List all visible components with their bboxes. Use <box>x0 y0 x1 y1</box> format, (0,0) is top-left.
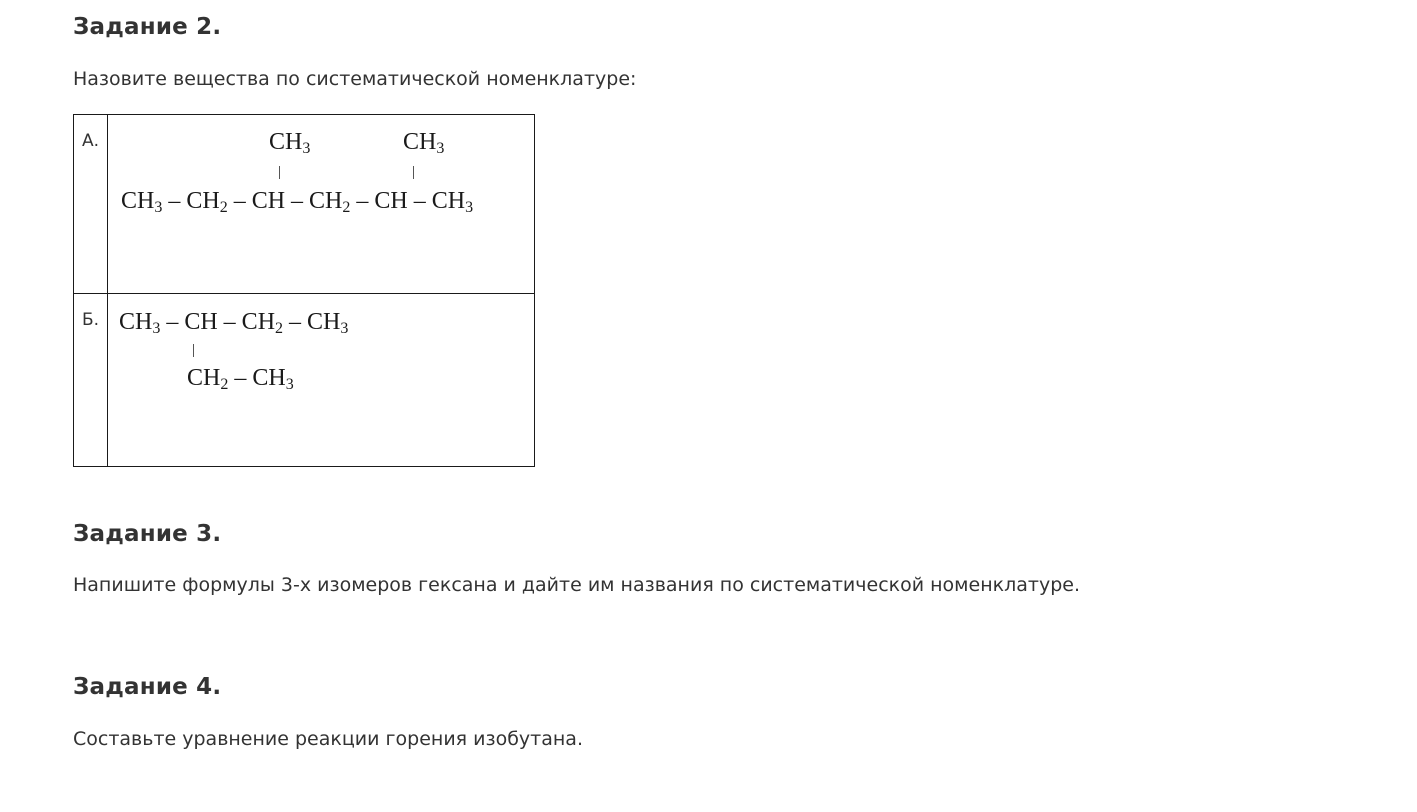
row-a-bond-2 <box>413 166 414 179</box>
row-b-branch: $CH_2 - CH_3$ <box>187 365 294 393</box>
task-4-title: Задание 4. <box>73 674 222 700</box>
table-row-divider <box>74 293 534 294</box>
task-4-instruction: Составьте уравнение реакции горения изобутана. <box>73 728 583 750</box>
row-b-letter: Б. <box>82 310 100 330</box>
row-a-substituent-1: $CH_3$ <box>269 129 311 157</box>
formula-table <box>73 114 535 467</box>
row-a-letter: А. <box>82 131 100 151</box>
task-2-instruction: Назовите вещества по систематической номенклатуре: <box>73 68 637 90</box>
table-column-divider <box>107 115 108 466</box>
row-a-bond-1 <box>279 166 280 179</box>
row-b-bond <box>193 344 194 357</box>
row-a-substituent-2: $CH_3$ <box>403 129 445 157</box>
task-3-instruction: Напишите формулы 3-х изомеров гексана и дайте им названия по систематической номенклатуре. <box>73 574 1080 596</box>
task-3-title: Задание 3. <box>73 521 222 547</box>
task-2-title: Задание 2. <box>73 14 222 40</box>
row-b-main-chain: $CH_3$ – CH – $CH_2 - CH_3$ <box>119 309 349 337</box>
row-a-main-chain: $CH_3 - CH_2$ – CH – $CH_2$ – CH – $CH_3$ <box>121 188 474 216</box>
